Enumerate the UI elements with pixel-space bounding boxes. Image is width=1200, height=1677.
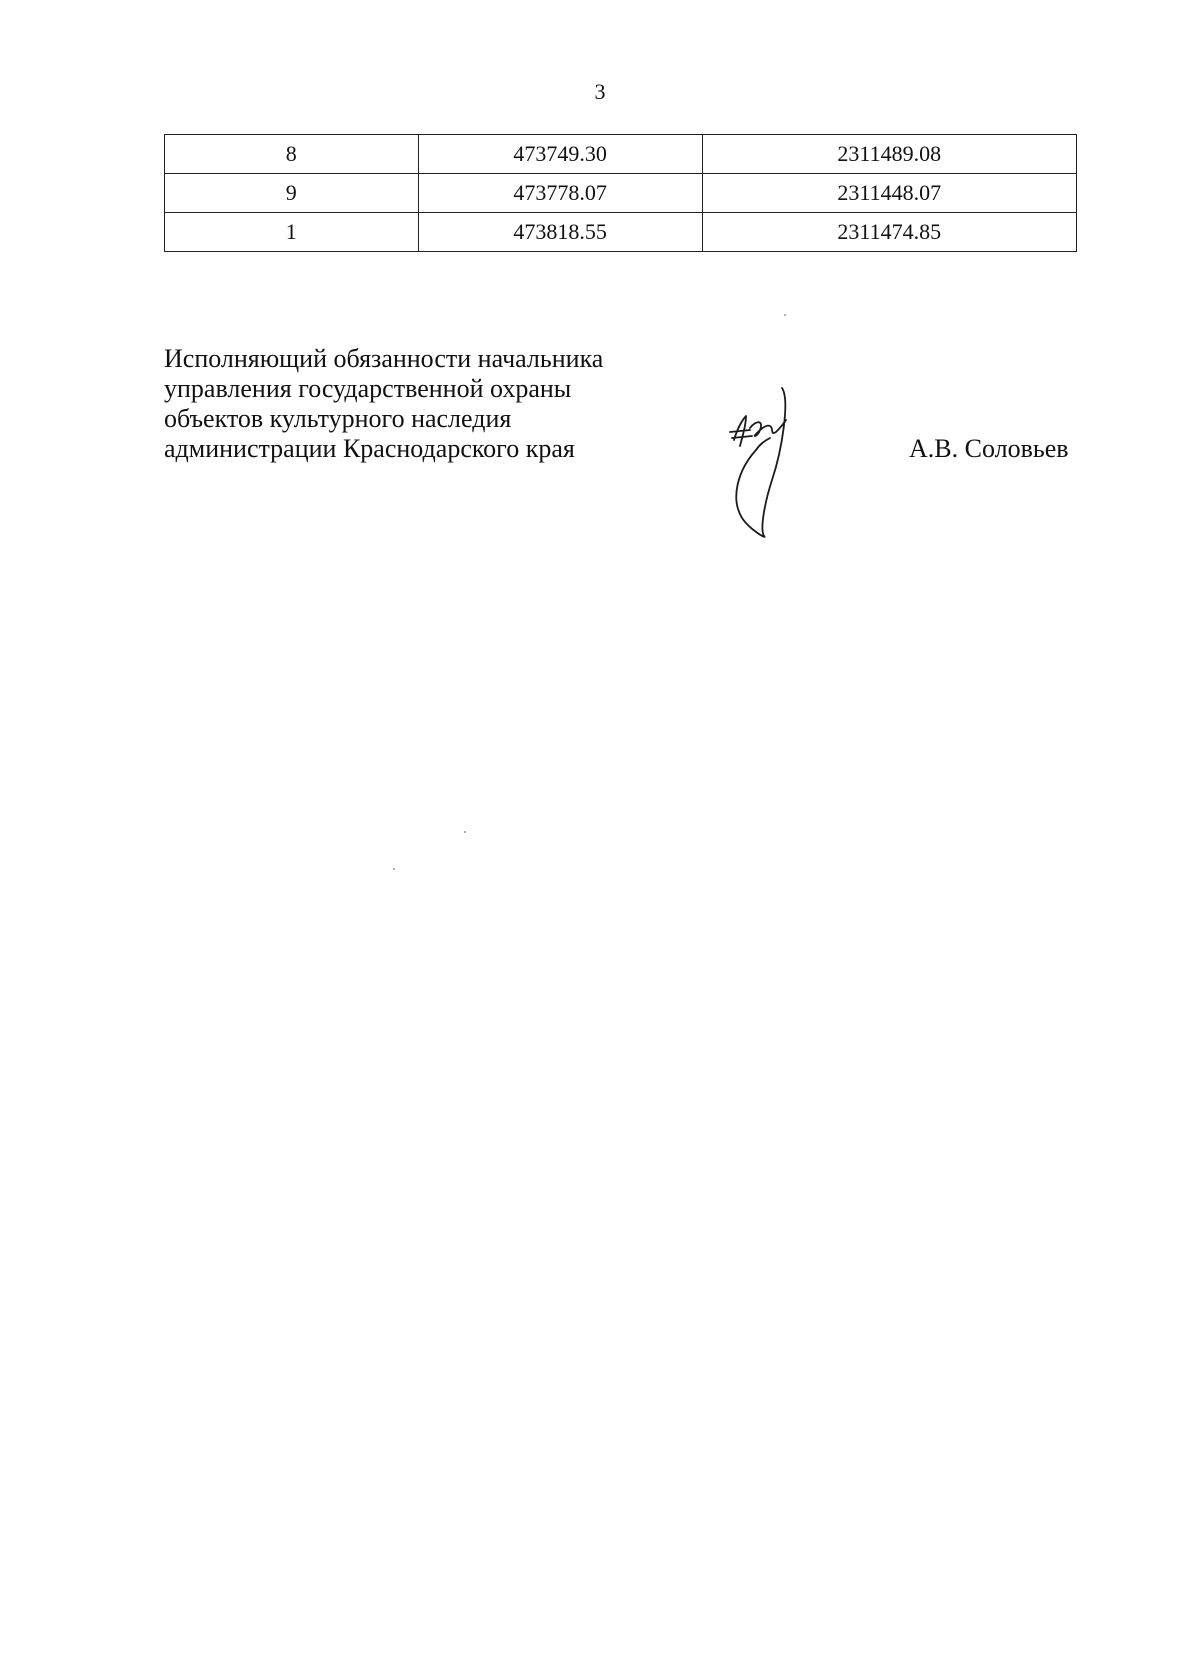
signer-position-line: управления государственной охраны: [164, 374, 572, 403]
signer-position: [164, 344, 684, 464]
x-coordinate-cell: 473778.07: [418, 174, 702, 213]
page-number: 3: [594, 79, 606, 104]
point-number-cell: 9: [165, 174, 419, 213]
signer-position-line: администрации Краснодарского края: [164, 434, 575, 463]
point-number-cell: 1: [165, 213, 419, 252]
coordinates-table: [164, 134, 1077, 252]
signer-name: А.В. Соловьев: [909, 434, 1069, 463]
point-number-cell: 8: [165, 135, 419, 174]
x-coordinate-cell: 473749.30: [418, 135, 702, 174]
y-coordinate-cell: 2311489.08: [702, 135, 1076, 174]
signer-position-line: объектов культурного наследия: [164, 404, 512, 433]
y-coordinate-cell: 2311448.07: [702, 174, 1076, 213]
y-coordinate-cell: 2311474.85: [702, 213, 1076, 252]
table-row: [165, 135, 1077, 174]
handwritten-signature-icon: [720, 380, 830, 540]
signer-position-line: Исполняющий обязанности начальника: [164, 344, 604, 373]
table-row: [165, 174, 1077, 213]
scan-speck: [464, 831, 466, 833]
table-row: [165, 213, 1077, 252]
x-coordinate-cell: 473818.55: [418, 213, 702, 252]
scan-speck: [784, 314, 786, 316]
scan-speck: [393, 868, 395, 870]
